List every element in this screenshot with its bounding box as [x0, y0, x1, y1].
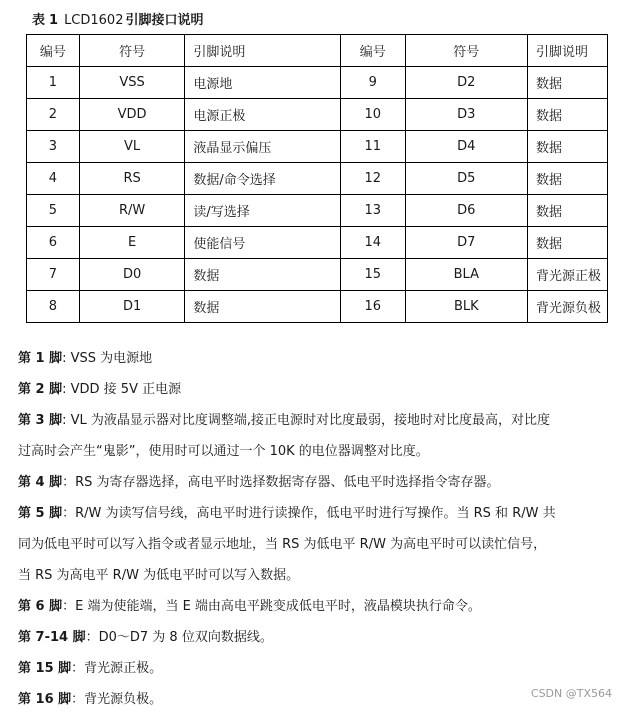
pin-number: 7	[27, 259, 80, 291]
header-number: 编号	[27, 35, 80, 67]
pin-description: 背光源正极	[527, 259, 607, 291]
pin-symbol: E	[79, 227, 184, 259]
note-line	[18, 343, 618, 374]
note-line	[18, 374, 618, 405]
pin-symbol: D7	[405, 227, 527, 259]
table-row	[27, 291, 608, 323]
pin-description: 数据	[527, 99, 607, 131]
note-line	[18, 560, 618, 591]
pin-number: 13	[340, 195, 405, 227]
pin-description: 数据	[527, 195, 607, 227]
pin-description: 液晶显示偏压	[185, 131, 341, 163]
note-text: 同为低电平时可以写入指令或者显示地址，当 RS 为低电平 R/W 为高电平时可以读忙信号，	[18, 537, 547, 552]
header-number-2: 编号	[340, 35, 405, 67]
pin-number: 16	[340, 291, 405, 323]
pin-description: 背光源负极	[527, 291, 607, 323]
note-label: 第 1 脚	[18, 351, 63, 366]
pin-number: 8	[27, 291, 80, 323]
pin-number: 14	[340, 227, 405, 259]
pin-description: 数据	[527, 227, 607, 259]
pin-number: 5	[27, 195, 80, 227]
pin-number: 4	[27, 163, 80, 195]
pin-description: 数据	[185, 259, 341, 291]
table-row	[27, 195, 608, 227]
note-text: : VL 为液晶显示器对比度调整端,接正电源时对比度最弱，接地时对比度最高，对比度	[62, 413, 551, 428]
note-line	[18, 684, 618, 715]
note-text: ：E 端为使能端，当 E 端由高电平跳变成低电平时，液晶模块执行命令。	[62, 599, 481, 614]
caption-number: 1	[49, 13, 59, 28]
note-line	[18, 591, 618, 622]
pin-notes	[18, 343, 618, 715]
note-line	[18, 653, 618, 684]
pin-symbol: VDD	[79, 99, 184, 131]
pin-description: 数据	[527, 131, 607, 163]
pin-symbol: D5	[405, 163, 527, 195]
pin-description: 使能信号	[185, 227, 341, 259]
pin-description: 读/写选择	[185, 195, 341, 227]
pin-number: 9	[340, 67, 405, 99]
pin-number: 11	[340, 131, 405, 163]
caption-model: LCD1602	[64, 13, 124, 28]
note-text: 当 RS 为高电平 R/W 为低电平时可以写入数据。	[18, 568, 300, 583]
table-caption	[32, 9, 204, 28]
pin-number: 10	[340, 99, 405, 131]
note-text: : VDD 接 5V 正电源	[62, 382, 182, 397]
pin-number: 1	[27, 67, 80, 99]
note-line	[18, 498, 618, 529]
note-line	[18, 622, 618, 653]
pin-symbol: VSS	[79, 67, 184, 99]
header-symbol: 符号	[79, 35, 184, 67]
pin-number: 6	[27, 227, 80, 259]
note-text: ：背光源正极。	[71, 661, 163, 676]
note-text: ：RS 为寄存器选择，高电平时选择数据寄存器、低电平时选择指令寄存器。	[62, 475, 500, 490]
table-row	[27, 259, 608, 291]
note-text: ：背光源负极。	[71, 692, 163, 707]
pin-description: 电源正极	[185, 99, 341, 131]
header-description-2: 引脚说明	[527, 35, 607, 67]
table-header-row	[27, 35, 608, 67]
note-line	[18, 405, 618, 436]
note-label: 第 2 脚	[18, 382, 63, 397]
table-row	[27, 99, 608, 131]
header-description: 引脚说明	[185, 35, 341, 67]
note-label: 第 16 脚	[18, 692, 72, 707]
pin-description: 数据	[527, 163, 607, 195]
pin-symbol: BLA	[405, 259, 527, 291]
table-row	[27, 67, 608, 99]
table-row	[27, 227, 608, 259]
pin-description: 数据	[527, 67, 607, 99]
note-line	[18, 436, 618, 467]
pin-symbol: D0	[79, 259, 184, 291]
pin-symbol: D6	[405, 195, 527, 227]
caption-label: 表	[32, 13, 46, 28]
pin-number: 2	[27, 99, 80, 131]
note-text: : VSS 为电源地	[62, 351, 153, 366]
caption-title: 引脚接口说明	[125, 13, 204, 28]
note-label: 第 4 脚	[18, 475, 63, 490]
pin-table	[26, 34, 608, 323]
pin-symbol: D1	[79, 291, 184, 323]
note-label: 第 5 脚	[18, 506, 63, 521]
pin-number: 15	[340, 259, 405, 291]
note-text: ：D0～D7 为 8 位双向数据线。	[85, 630, 273, 645]
pin-description: 数据	[185, 291, 341, 323]
note-text: 过高时会产生“鬼影”，使用时可以通过一个 10K 的电位器调整对比度。	[18, 444, 429, 459]
table-row	[27, 163, 608, 195]
note-label: 第 7-14 脚	[18, 630, 86, 645]
pin-symbol: D2	[405, 67, 527, 99]
pin-description: 数据/命令选择	[185, 163, 341, 195]
pin-symbol: D4	[405, 131, 527, 163]
pin-symbol: D3	[405, 99, 527, 131]
pin-symbol: RS	[79, 163, 184, 195]
pin-symbol: BLK	[405, 291, 527, 323]
pin-description: 电源地	[185, 67, 341, 99]
pin-number: 12	[340, 163, 405, 195]
header-symbol-2: 符号	[405, 35, 527, 67]
pin-number: 3	[27, 131, 80, 163]
note-label: 第 15 脚	[18, 661, 72, 676]
watermark: CSDN @TX564	[530, 687, 612, 700]
pin-symbol: VL	[79, 131, 184, 163]
note-line	[18, 467, 618, 498]
note-text: ：R/W 为读写信号线，高电平时进行读操作，低电平时进行写操作。当 RS 和 R/W 共	[62, 506, 556, 521]
note-label: 第 6 脚	[18, 599, 63, 614]
note-line	[18, 529, 618, 560]
pin-symbol: R/W	[79, 195, 184, 227]
note-label: 第 3 脚	[18, 413, 63, 428]
table-row	[27, 131, 608, 163]
